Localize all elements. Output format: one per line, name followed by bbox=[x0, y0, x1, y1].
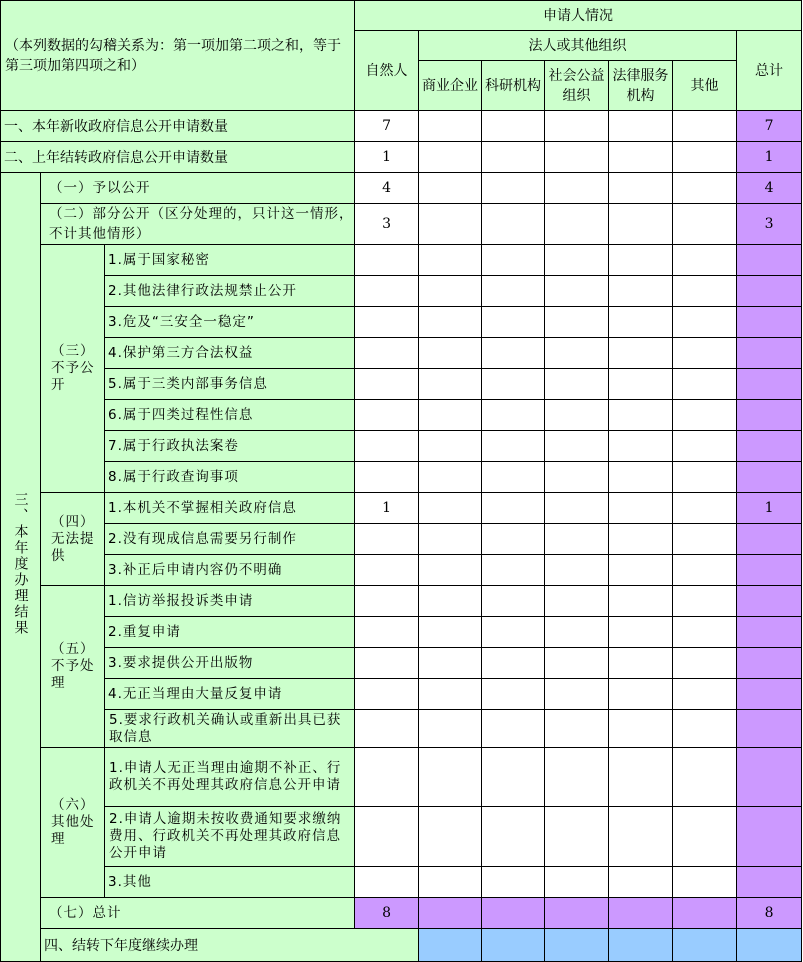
row-label: （二）部分公开（区分处理的，只计这一情形，不计其他情形） bbox=[41, 204, 355, 245]
table-row bbox=[1, 245, 802, 276]
table-row bbox=[1, 617, 802, 648]
row-label: 7.属于行政执法案卷 bbox=[105, 431, 355, 462]
natural-person-header: 自然人 bbox=[355, 31, 419, 111]
table-row bbox=[1, 204, 802, 245]
cell-natural: 1 bbox=[355, 493, 419, 524]
row-label: （七）总计 bbox=[41, 898, 355, 929]
row-label: 5.要求行政机关确认或重新出具已获取信息 bbox=[105, 710, 355, 748]
row-label: 6.属于四类过程性信息 bbox=[105, 400, 355, 431]
table-row bbox=[1, 867, 802, 898]
total-header: 总计 bbox=[737, 31, 802, 111]
cell-natural: 1 bbox=[355, 142, 419, 173]
table-row bbox=[1, 111, 802, 142]
cell-total: 7 bbox=[737, 111, 802, 142]
table-row bbox=[1, 462, 802, 493]
org-col-other: 其他 bbox=[673, 61, 737, 111]
table-row bbox=[1, 307, 802, 338]
cell-natural: 7 bbox=[355, 111, 419, 142]
table-row bbox=[1, 929, 802, 962]
table-row bbox=[1, 524, 802, 555]
row-label: 2.其他法律行政法规禁止公开 bbox=[105, 276, 355, 307]
applicant-header: 申请人情况 bbox=[355, 1, 802, 31]
row-label: 四、结转下年度继续办理 bbox=[41, 929, 419, 962]
row-label: 1.属于国家秘密 bbox=[105, 245, 355, 276]
cell-natural: 3 bbox=[355, 204, 419, 245]
org-col-public-welfare: 社会公益组织 bbox=[545, 61, 609, 111]
row-label: 1.本机关不掌握相关政府信息 bbox=[105, 493, 355, 524]
row-label: 二、上年结转政府信息公开申请数量 bbox=[1, 142, 355, 173]
group-label: （六）其他处理 bbox=[41, 748, 105, 898]
row-label: 3.危及“三安全一稳定” bbox=[105, 307, 355, 338]
row-label: （一）予以公开 bbox=[41, 173, 355, 204]
header-note: （本列数据的勾稽关系为：第一项加第二项之和，等于第三项加第四项之和） bbox=[1, 1, 355, 111]
org-col-legal-service: 法律服务机构 bbox=[609, 61, 673, 111]
cell-total: 4 bbox=[737, 173, 802, 204]
cell-total: 3 bbox=[737, 204, 802, 245]
group-label: （四）无法提供 bbox=[41, 493, 105, 586]
row-label: 3.要求提供公开出版物 bbox=[105, 648, 355, 679]
row-label: 3.其他 bbox=[105, 867, 355, 898]
legal-org-header: 法人或其他组织 bbox=[419, 31, 737, 61]
row-label: 2.重复申请 bbox=[105, 617, 355, 648]
table-row bbox=[1, 338, 802, 369]
table-row bbox=[1, 748, 802, 807]
table-row bbox=[1, 431, 802, 462]
row-label: 3.补正后申请内容仍不明确 bbox=[105, 555, 355, 586]
row-label: 4.无正当理由大量反复申请 bbox=[105, 679, 355, 710]
row-label: 2.没有现成信息需要另行制作 bbox=[105, 524, 355, 555]
cell-total: 1 bbox=[737, 493, 802, 524]
table-row bbox=[1, 586, 802, 617]
table-row bbox=[1, 493, 802, 524]
section-3-text: 三、本年度办理结果 bbox=[12, 492, 29, 636]
table-row bbox=[1, 400, 802, 431]
table-row bbox=[1, 276, 802, 307]
table-row bbox=[1, 807, 802, 867]
row-label: 4.保护第三方合法权益 bbox=[105, 338, 355, 369]
row-label: 5.属于三类内部事务信息 bbox=[105, 369, 355, 400]
table-row bbox=[1, 679, 802, 710]
table-row bbox=[1, 173, 802, 204]
cell-natural: 4 bbox=[355, 173, 419, 204]
cell-total: 1 bbox=[737, 142, 802, 173]
row-label: 1.申请人无正当理由逾期不补正、行政机关不再处理其政府信息公开申请 bbox=[105, 748, 355, 807]
row-label: 一、本年新收政府信息公开申请数量 bbox=[1, 111, 355, 142]
row-label: 1.信访举报投诉类申请 bbox=[105, 586, 355, 617]
cell-natural: 8 bbox=[355, 898, 419, 929]
table-row bbox=[1, 710, 802, 748]
group-label: （三）不予公开 bbox=[41, 245, 105, 493]
group-label: （五）不予处理 bbox=[41, 586, 105, 748]
table-row bbox=[1, 369, 802, 400]
table-row bbox=[1, 555, 802, 586]
cell-total: 8 bbox=[737, 898, 802, 929]
row-label: 2.申请人逾期未按收费通知要求缴纳费用、行政机关不再处理其政府信息公开申请 bbox=[105, 807, 355, 867]
table-row bbox=[1, 898, 802, 929]
org-col-business: 商业企业 bbox=[419, 61, 482, 111]
table-row bbox=[1, 648, 802, 679]
table-row bbox=[1, 142, 802, 173]
section-3-label bbox=[1, 173, 41, 962]
row-label: 8.属于行政查询事项 bbox=[105, 462, 355, 493]
org-col-research: 科研机构 bbox=[482, 61, 545, 111]
